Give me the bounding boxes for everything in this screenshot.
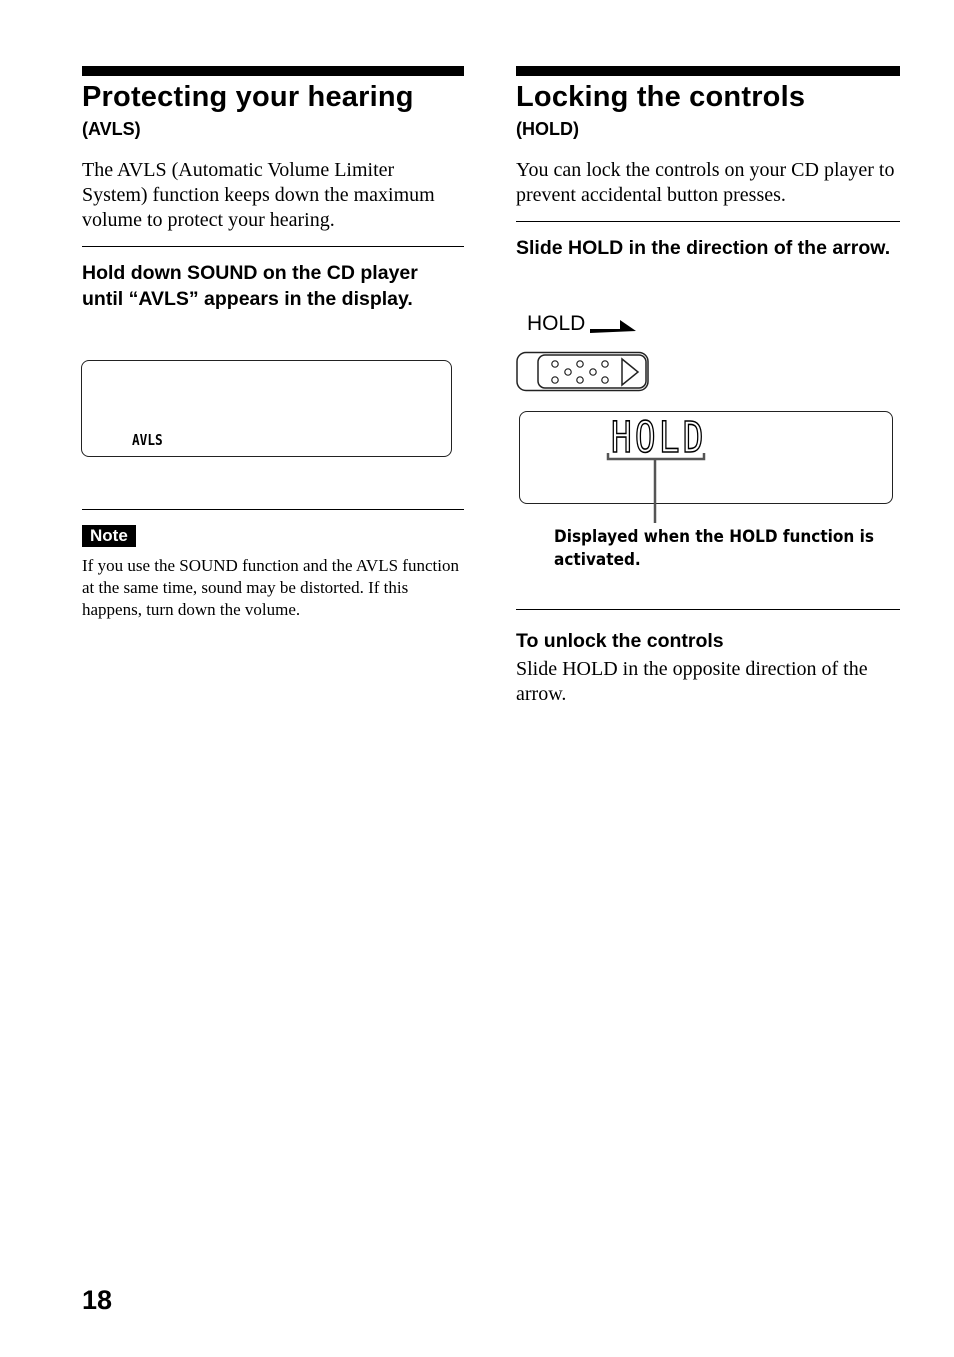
section-protecting-hearing [82,66,464,312]
section-title: Locking the controls [516,81,806,113]
section-subtitle: (HOLD) [516,119,579,139]
top-rule [82,66,464,76]
top-rule [516,66,900,76]
divider [516,221,900,222]
unlock-text: Slide HOLD in the opposite direction of the arrow. [516,658,868,705]
divider [82,246,464,247]
instruction-text: Slide HOLD in the direction of the arrow. [516,237,891,259]
hold-switch-icon [516,351,650,393]
intro-text: The AVLS (Automatic Volume Limiter System) function keeps down the maximum volume to protect your hearing. [82,159,435,231]
hold-switch-label: HOLD [527,312,586,335]
section-title: Protecting your hearing [82,81,414,113]
section-locking-controls [516,66,900,261]
instruction-text: Hold down SOUND on the CD player until “AVLS” appears in the display. [82,262,418,310]
note-block [82,525,464,621]
intro-text: You can lock the controls on your CD player to prevent accidental button presses. [516,159,895,206]
hold-arrow-icon [590,318,638,334]
hold-switch-label-group [527,312,638,336]
avls-display-illustration [81,360,452,457]
unlock-title: To unlock the controls [516,630,724,652]
section-subtitle: (AVLS) [82,119,141,139]
page-number: 18 [82,1285,113,1315]
note-text: If you use the SOUND function and the AVLS function at the same time, sound may be distorted. If this happens, turn down the volume. [82,556,459,619]
divider-unlock [516,609,900,610]
hold-callout-line [605,449,707,524]
avls-display-label: AVLS [132,431,163,449]
note-badge: Note [82,525,136,547]
divider-note [82,509,464,510]
hold-caption: Displayed when the HOLD function is activated. [554,527,875,570]
unlock-block [516,629,900,707]
hold-lcd-text: HOLD [611,413,707,463]
